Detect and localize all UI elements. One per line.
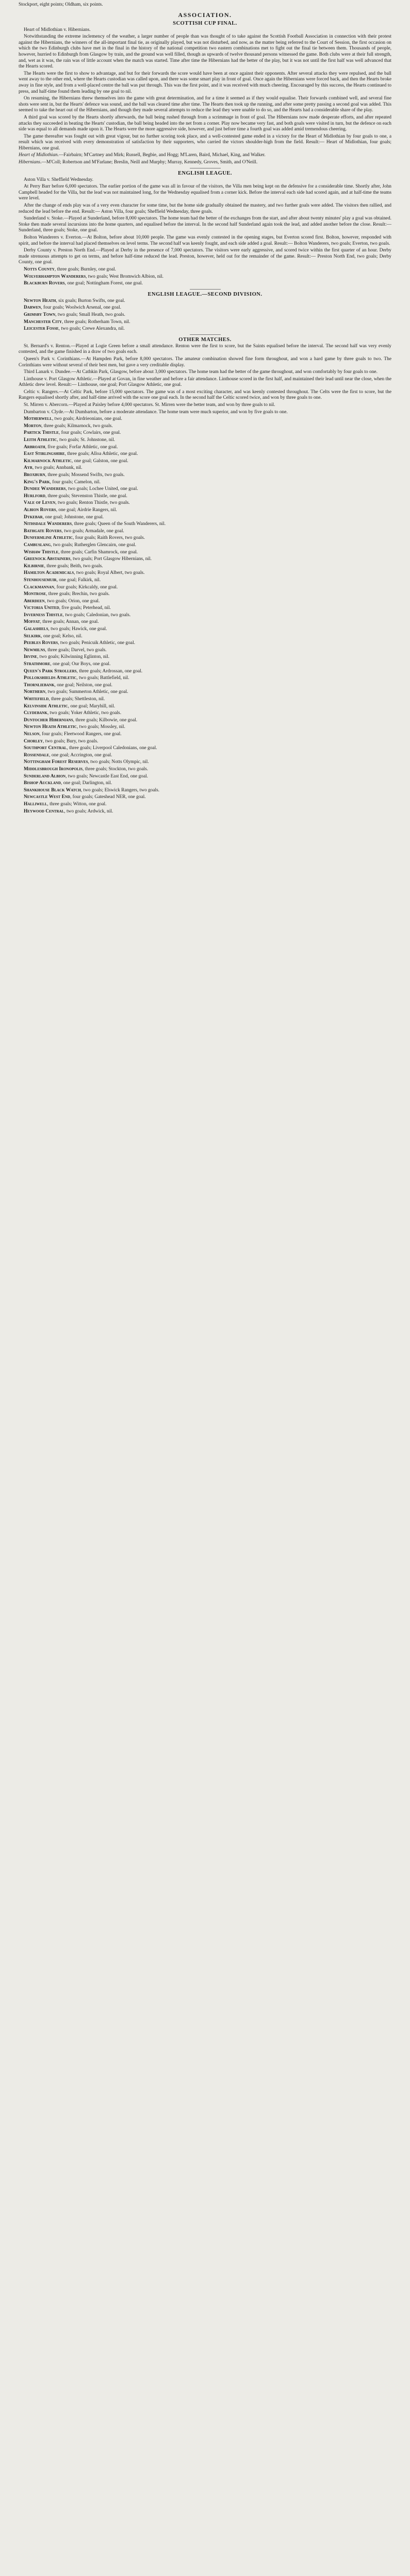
- result-text: two goals; Newcastle East End, one goal.: [68, 773, 148, 779]
- result-line: Galashiels, two goals; Hawick, one goal.: [24, 626, 107, 632]
- article-paragraph: Notwithstanding the extreme inclemency of the weather, a larger number of people than was thought of to take against the Scottish Football Association in connection with their protest against the Hibernians, the winners of the all-important final tie, as originally played, but was not disturbed, and now, as the matter being referred to the Court of Session, the first occasion on which the two Edinburgh clubs have met in the final in the history of the national competition two eastern combinations met to fight out the final tie between them. Thousands of people, however, hurried to Edinburgh from Glasgow by train, and the ground was well filled, though as upwards of twelve thousand persons witnessed the game. Both clubs were at their full strength, and, wet as it was, the rain was of little account when the match was started. Time after time the Hibernians had the better of the play, but it was not until the first half was well advanced that the Hearts scored.: [19, 34, 391, 70]
- result-text: two goals; Royal Albert, two goals.: [76, 570, 145, 576]
- result-team: Clydebank: [24, 710, 47, 716]
- result-team: Newmilns: [24, 647, 45, 653]
- result-text: two goals; Renton Thistle, two goals.: [57, 500, 130, 506]
- result-line: Ayr, two goals; Annbank, nil.: [24, 465, 83, 471]
- match-heading: [19, 177, 391, 183]
- result-line: Clackmannan, four goals; Kirkcaldy, one goal.: [24, 584, 118, 590]
- result-team: Heywood Central: [24, 808, 64, 814]
- result-text: one goal; Nottingham Forest, one goal.: [67, 281, 143, 286]
- result-team: Partick Thistle: [24, 430, 59, 436]
- result-line: Vale of Leven, two goals; Renton Thistle, two goals.: [24, 500, 130, 506]
- result-text: two goals; Rutherglen Glencairn, one goal.: [53, 542, 136, 548]
- result-text: two goals; Armadale, one goal.: [64, 528, 124, 534]
- result-text: two goals; Bury, two goals.: [45, 738, 99, 744]
- article-paragraph: A third goal was scored by the Hearts shortly afterwards, the ball being rushed through from a scrimmage in front of goal. The Hibernians now made desperate efforts, and after repeated attacks they succeeded in beating the Hearts' custodian, the ball being headed into the net from a corner. Play now became very fast, and both goals were visited in turn, but the defence on each side was equal to all demands made upon it. The Hearts were the more aggressive side, however, and just before time a fourth goal was added amid tremendous cheering.: [19, 114, 391, 132]
- result-line: Heywood Central, two goals; Ardwick, nil.: [24, 808, 113, 814]
- result-line: Kilmarnock Athletic, one goal; Galston, one goal.: [24, 458, 128, 464]
- result-line: Southport Central, three goals; Liverpool Caledonians, one goal.: [24, 745, 157, 751]
- result-line: Morton, three goals; Kilmarnock, two goals.: [24, 423, 113, 429]
- result-line: Rossendale, one goal; Accrington, one goal.: [24, 752, 112, 758]
- article-title: ENGLISH LEAGUE.—SECOND DIVISION.: [147, 291, 263, 297]
- result-team: Kilmarnock Athletic: [24, 458, 72, 464]
- result-text: two goals; Orion, one goal.: [47, 598, 100, 604]
- result-line: Newcastle West End, four goals; Gateshead NER, one goal.: [24, 794, 146, 800]
- article-paragraph: After the change of ends play was of a very even character for some time, but the home side gradually obtained the mastery, and two further goals were added. The visitors then rallied, and reduced the lead before the end. Result:— Aston Villa, four goals; Sheffield Wednesday, three goals.: [19, 203, 391, 214]
- result-team: Manchester City: [24, 319, 62, 325]
- result-line: Wishaw Thistle, three goals; Carfin Shamrock, one goal.: [24, 549, 138, 555]
- article-paragraph: Celtic v. Rangers.—At Celtic Park, before 15,000 spectators. The game was of a most exciting character, and was keenly contested throughout. The Celts were the first to score, but the Rangers equalised shortly after, and half-time arrived with the score one goal each. In the second half the Celtic scored twice, and won by three goals to one.: [19, 389, 391, 401]
- result-line: Sunderland Albion, two goals; Newcastle East End, one goal.: [24, 773, 148, 779]
- article-paragraph: Bolton Wanderers v. Everton.—At Bolton, before about 10,000 people. The game was evenly contested in the opening stages, but Everton scored first. Bolton, however, responded with spirit, and before the interval had placed themselves on level terms. The second half was keenly fought, and each side added a goal. Result:— Bolton Wanderers, two goals; Everton, two goals.: [19, 235, 391, 246]
- team-lineup: Heart of Midlothian.—Fairbairn; M'Cartney and Mirk; Russell, Begbie, and Hogg; M'Laren, Baird, Michael, King, and Walker.: [19, 152, 266, 158]
- result-team: Motherwell: [24, 416, 52, 422]
- result-team: Middlesbrough Ironopolis: [24, 766, 83, 772]
- result-line: Queen's Park Strollers, three goals; Ardrossan, one goal.: [24, 668, 143, 674]
- result-text: two goals; West Bromwich Albion, nil.: [88, 274, 163, 279]
- result-team: Halliwell: [24, 801, 47, 807]
- result-line: Hurlford, three goals; Stevenston Thistle, one goal.: [24, 493, 127, 499]
- result-line: Grimsby Town, two goals; Small Heath, two goals.: [24, 312, 125, 317]
- result-text: three goals; Brechin, two goals.: [48, 591, 110, 597]
- result-text: three goals; Mossend Swifts, two goals.: [47, 472, 125, 478]
- result-team: Northern: [24, 689, 45, 695]
- result-line: Cambuslang, two goals; Rutherglen Glencairn, one goal.: [24, 542, 136, 548]
- result-line: Nottingham Forest Reserves, two goals; Notts Olympic, nil.: [24, 759, 149, 765]
- result-line: Montrose, three goals; Brechin, two goals.: [24, 591, 110, 597]
- result-team: Vale of Leven: [24, 500, 56, 506]
- result-team: Cambuslang: [24, 542, 51, 548]
- result-line: Inverness Thistle, two goals; Caledonian, two goals.: [24, 612, 131, 618]
- result-line: Manchester City, three goals; Rotherham Town, nil.: [24, 319, 130, 325]
- team-players: Fairbairn; M'Cartney and Mirk; Russell, Begbie, and Hogg; M'Laren, Baird, Michael, King, and Walker.: [63, 152, 266, 158]
- result-team: Nottingham Forest Reserves: [24, 759, 88, 765]
- result-line: Arbroath, five goals; Forfar Athletic, one goal.: [24, 444, 118, 450]
- result-line: Peebles Rovers, two goals; Penicuik Athletic, one goal.: [24, 640, 135, 646]
- result-text: one goal; Our Boys, one goal.: [53, 662, 111, 667]
- result-line: King's Park, four goals; Camelon, nil.: [24, 479, 101, 485]
- result-text: one goal; Johnstone, one goal.: [45, 514, 104, 520]
- result-team: Shankhouse Black Watch: [24, 787, 81, 793]
- team-name: Hibernians: [19, 160, 41, 165]
- result-line: Dykebar, one goal; Johnstone, one goal.: [24, 514, 104, 520]
- result-line: Pollokshields Athletic, two goals; Battlefield, nil.: [24, 675, 129, 681]
- result-team: Montrose: [24, 591, 46, 597]
- result-team: Morton: [24, 423, 42, 429]
- result-line: Newton Heath, six goals; Burton Swifts, one goal.: [24, 298, 125, 303]
- result-line: Leith Athletic, two goals; St. Johnstone, nil.: [24, 437, 116, 443]
- result-team: Southport Central: [24, 745, 67, 751]
- result-line: Aberdeen, two goals; Orion, one goal.: [24, 598, 100, 604]
- result-team: Stenhousemuir: [24, 577, 57, 583]
- result-text: two goals; Small Heath, two goals.: [57, 312, 125, 317]
- result-line: Wolverhampton Wanderers, two goals; West Bromwich Albion, nil.: [24, 274, 163, 279]
- result-team: Leith Athletic: [24, 437, 57, 443]
- result-text: two goals; Lochee United, one goal.: [68, 486, 138, 492]
- result-team: Clackmannan: [24, 584, 54, 590]
- results-list: [19, 416, 391, 815]
- result-team: Thornliebank: [24, 682, 55, 688]
- match-heading: [19, 27, 391, 33]
- divider: [190, 334, 221, 335]
- team-name: Heart of Midlothian: [19, 152, 58, 158]
- result-text: three goals; Darvel, two goals.: [47, 647, 107, 653]
- result-line: Motherwell, two goals; Airdrieonians, one goal.: [24, 416, 122, 422]
- result-team: Dunfermline Athletic: [24, 535, 73, 541]
- result-line: Thornliebank, one goal; Neilston, one goal.: [24, 682, 113, 688]
- result-line: Blackburn Rovers, one goal; Nottingham Forest, one goal.: [24, 281, 143, 286]
- result-text: two goals; Crewe Alexandra, nil.: [61, 326, 125, 332]
- result-text: one goal; Darlington, nil.: [63, 781, 112, 786]
- result-team: Ayr: [24, 465, 32, 471]
- article-paragraph: Sunderland v. Stoke.—Played at Sunderland, before 8,000 spectators. The home team had the better of the exchanges from the start, and after about twenty minutes' play a goal was obtained. Stoke then made several incursions into the home quarters, and equalised before the interval. In the second half Sunderland again took the lead, and added another before the close. Result:— Sunderland, three goals; Stoke, one goal.: [19, 216, 391, 233]
- result-text: three goals; Rotherham Town, nil.: [64, 319, 130, 325]
- result-text: two goals; Penicuik Athletic, one goal.: [60, 640, 135, 646]
- result-line: Clydebank, two goals; Yoker Athletic, two goals.: [24, 710, 122, 716]
- result-text: four goals; Fleetwood Rangers, one goal.: [42, 731, 122, 737]
- result-team: Wolverhampton Wanderers: [24, 274, 86, 279]
- article-title: OTHER MATCHES.: [178, 336, 232, 343]
- result-team: King's Park: [24, 479, 50, 485]
- result-line: Darwen, four goals; Woolwich Arsenal, one goal.: [24, 305, 121, 311]
- article-paragraph: St. Bernard's v. Renton.—Played at Logie Green before a small attendance. Renton were the first to score, but the Saints equalised before the interval. The second half was very evenly contested, and the game finished in a draw of two goals each.: [19, 343, 391, 355]
- article-title: ENGLISH LEAGUE.: [178, 170, 232, 176]
- result-text: one goal; Galston, one goal.: [74, 458, 128, 464]
- result-line: Broxburn, three goals; Mossend Swifts, two goals.: [24, 472, 125, 478]
- result-line: Albion Rovers, one goal; Airdrie Rangers, nil.: [24, 507, 117, 513]
- result-text: three goals; Ardrossan, one goal.: [79, 668, 143, 674]
- result-team: Bathgate Rovers: [24, 528, 62, 534]
- article-paragraph: Dumbarton v. Clyde.—At Dumbarton, before a moderate attendance. The home team were much superior, and won by five goals to one.: [24, 409, 288, 415]
- result-line: East Stirlingshire, three goals; Alloa Athletic, one goal.: [24, 451, 138, 457]
- result-line: Duntocher Hibernians, three goals; Kilbowie, one goal.: [24, 717, 138, 723]
- result-team: Wishaw Thistle: [24, 549, 59, 555]
- result-text: three goals; Beith, two goals.: [46, 563, 103, 569]
- result-text: three goals; Kilbowie, one goal.: [75, 717, 138, 723]
- result-team: Irvine: [24, 654, 37, 660]
- article-paragraph: Linthouse v. Port Glasgow Athletic.—Played at Govan, in fine weather and before a fair attendance. Linthouse scored in the first half, and maintained their lead until near the close, when the Athletic drew level. Result:— Linthouse, one goal; Port Glasgow Athletic, one goal.: [19, 376, 391, 388]
- result-line: Bishop Auckland, one goal; Darlington, nil.: [24, 781, 112, 786]
- result-line: Greenock Abstainers, two goals; Port Glasgow Hibernians, nil.: [24, 556, 152, 562]
- result-line: Dunfermline Athletic, four goals; Raith Rovers, two goals.: [24, 535, 145, 541]
- result-team: Grimsby Town: [24, 312, 56, 317]
- article-paragraph: On resuming, the Hibernians threw themselves into the game with great determination, and for a time it seemed as if they would equalise. Their forwards combined well, and several fine shots were sent in, but the Hearts' defence was sound, and the ball was cleared time after time. The Hearts then took up the running, and after some pretty passing a second goal was added. This seemed to take the heart out of the Hibernians, and though they made several attempts to reduce the lead they were unable to do so, and the Hearts had a considerable share of the play.: [19, 96, 391, 113]
- divider: [190, 289, 221, 290]
- result-line: Shankhouse Black Watch, two goals; Elswick Rangers, two goals.: [24, 787, 160, 793]
- result-team: Pollokshields Athletic: [24, 675, 77, 681]
- results-list: [19, 298, 391, 332]
- team-lineup: Hibernians.—M'Coll; Robertson and M'Farlane; Breslin, Neill and Murphy; Murray, Kennedy, Groves, Smith, and O'Neill.: [19, 160, 258, 165]
- result-line: Leicester Fosse, two goals; Crewe Alexandra, nil.: [24, 326, 125, 332]
- result-text: four goals; Kirkcaldy, one goal.: [56, 584, 118, 590]
- results-list: [19, 267, 391, 287]
- result-line: Halliwell, three goals; Witton, one goal.: [24, 801, 107, 807]
- scottish-cup-section: [19, 11, 391, 166]
- result-team: Kelvinside Athletic: [24, 703, 68, 709]
- result-text: one goal; Accrington, one goal.: [51, 752, 112, 758]
- result-team: Victoria United: [24, 605, 59, 611]
- result-team: Newton Heath: [24, 298, 56, 303]
- article-body: [19, 344, 391, 416]
- result-team: Greenock Abstainers: [24, 556, 71, 562]
- result-text: three goals; Alloa Athletic, one goal.: [67, 451, 138, 457]
- result-text: one goal; Maryhill, nil.: [70, 703, 116, 709]
- result-text: three goals; Carfin Shamrock, one goal.: [60, 549, 138, 555]
- result-text: two goals; Caledonian, two goals.: [65, 612, 131, 618]
- result-line: Dundee Wanderers, two goals; Lochee United, one goal.: [24, 486, 138, 492]
- result-text: one goal; Neilston, one goal.: [57, 682, 113, 688]
- result-line: Bathgate Rovers, two goals; Armadale, one goal.: [24, 528, 124, 534]
- result-line: Chorley, two goals; Bury, two goals.: [24, 738, 99, 744]
- result-team: Nithsdale Wanderers: [24, 521, 72, 527]
- result-text: four goals; Camelon, nil.: [52, 479, 101, 485]
- result-line: Whitefield, three goals; Shettleston, nil.: [24, 697, 105, 702]
- result-line: Northern, two goals; Summerton Athletic, one goal.: [24, 689, 128, 695]
- article-paragraph: Queen's Park v. Corinthians.—At Hampden Park, before 8,000 spectators. The amateur combination showed fine form throughout, and won a hard game by three goals to two. The Corinthians were without several of their best men, but gave a very creditable display.: [19, 356, 391, 368]
- result-line: Kilbirnie, three goals; Beith, two goals.: [24, 563, 103, 569]
- result-team: Inverness Thistle: [24, 612, 63, 618]
- team-players: M'Coll; Robertson and M'Farlane; Breslin, Neill and Murphy; Murray, Kennedy, Groves, Smith, and O'Neill.: [46, 160, 258, 165]
- result-team: Rossendale: [24, 752, 50, 758]
- result-text: one goal; Falkirk, nil.: [59, 577, 101, 583]
- result-line: Notts County, three goals; Burnley, one goal.: [24, 266, 116, 272]
- result-text: four goals; Woolwich Arsenal, one goal.: [43, 305, 121, 311]
- result-team: Arbroath: [24, 444, 45, 450]
- result-text: three goals; Shettleston, nil.: [51, 697, 105, 702]
- result-text: two goals; Yoker Athletic, two goals.: [50, 710, 122, 716]
- result-line: Selkirk, one goal; Kelso, nil.: [24, 633, 83, 639]
- result-text: two goals; Port Glasgow Hibernians, nil.: [73, 556, 152, 562]
- result-text: four goals; Cowlairs, one goal.: [61, 430, 121, 436]
- result-line: Stenhousemuir, one goal; Falkirk, nil.: [24, 577, 101, 583]
- result-team: Darwen: [24, 305, 41, 311]
- result-team: Selkirk: [24, 633, 41, 639]
- result-team: Newton Heath Athletic: [24, 724, 77, 730]
- result-text: two goals; Mossley, nil.: [79, 724, 125, 730]
- result-team: Nelson: [24, 731, 40, 737]
- result-line: Hamilton Academicals, two goals; Royal Albert, two goals.: [24, 570, 145, 576]
- article-paragraph: At Perry Barr before 6,000 spectators. The earlier portion of the game was all in favour of the visitors, the Villa men being kept on the defensive for a considerable time. Shortly after, John Campbell headed for the Villa, but the lead was not maintained long, for the Wednesday equalised from a corner kick. Before the interval each side had scored again, and at half-time the teams were level.: [19, 184, 391, 201]
- result-team: Blackburn Rovers: [24, 281, 65, 286]
- result-text: three goals; Witton, one goal.: [50, 801, 107, 807]
- result-text: two goals; Elswick Rangers, two goals.: [83, 787, 160, 793]
- result-line: Middlesbrough Ironopolis, three goals; Stockton, two goals.: [24, 766, 149, 772]
- section-title: ASSOCIATION.: [178, 11, 232, 19]
- result-team: Sunderland Albion: [24, 773, 66, 779]
- result-team: East Stirlingshire: [24, 451, 65, 457]
- result-line: Nelson, four goals; Fleetwood Rangers, one goal.: [24, 731, 122, 737]
- result-text: two goals; Kilwinning Eglinton, nil.: [39, 654, 110, 660]
- result-text: two goals; St. Johnstone, nil.: [59, 437, 116, 443]
- result-team: Galashiels: [24, 626, 48, 632]
- result-team: Whitefield: [24, 697, 49, 702]
- result-text: two goals; Notts Olympic, nil.: [90, 759, 149, 765]
- result-line: Kelvinside Athletic, one goal; Maryhill, nil.: [24, 703, 116, 709]
- result-text: three goals; Annan, one goal.: [42, 619, 99, 625]
- result-team: Duntocher Hibernians: [24, 717, 73, 723]
- result-text: two goals; Summerton Athletic, one goal.: [47, 689, 128, 695]
- result-team: Queen's Park Strollers: [24, 668, 77, 674]
- result-text: two goals; Battlefield, nil.: [78, 675, 129, 681]
- result-text: two goals; Ardwick, nil.: [66, 808, 113, 814]
- result-text: three goals; Stockton, two goals.: [85, 766, 149, 772]
- result-line: Victoria United, five goals; Peterhead, nil.: [24, 605, 111, 611]
- second-division-section: [19, 292, 391, 332]
- result-text: three goals; Burnley, one goal.: [57, 266, 116, 272]
- result-team: Hamilton Academicals: [24, 570, 74, 576]
- result-text: four goals; Gateshead NER, one goal.: [72, 794, 146, 800]
- result-team: Broxburn: [24, 472, 45, 478]
- result-text: one goal; Airdrie Rangers, nil.: [58, 507, 117, 513]
- result-text: two goals; Airdrieonians, one goal.: [54, 416, 122, 422]
- english-league-section: [19, 171, 391, 287]
- result-text: four goals; Raith Rovers, two goals.: [75, 535, 145, 541]
- article-paragraph: Derby County v. Preston North End.—Played at Derby in the presence of 7,000 spectators. The visitors were early aggressive, and scored twice within the first quarter of an hour. Derby made strenuous attempts to get on terms, and before half-time reduced the lead. Preston, however, held out for the remainder of the game. Result:— Preston North End, two goals; Derby County, one goal.: [19, 248, 391, 265]
- result-team: Aberdeen: [24, 598, 45, 604]
- result-line: Strathmore, one goal; Our Boys, one goal.: [24, 662, 111, 667]
- result-line: Newton Heath Athletic, two goals; Mossley, nil.: [24, 724, 125, 730]
- result-line: Moffat, three goals; Annan, one goal.: [24, 619, 99, 625]
- result-team: Peebles Rovers: [24, 640, 58, 646]
- other-matches-section: [19, 337, 391, 815]
- article-paragraph: The Hearts were the first to show to advantage, and but for their forwards the score would have been at once against their opponents. After several attacks they were repulsed, and the ball went away to the other end, where the Hearts custodian was called upon, and there was some smart play in front of goal. Once again the Hibernians were forced back, and then the Hearts broke away in fine style, and from a well-placed centre the ball was put through. This was the first point, and it was received with much cheering. Encouraged by this success, the Hearts continued to press, and half-time found them leading by one goal to nil.: [19, 71, 391, 94]
- result-line: Nithsdale Wanderers, three goals; Queen of the South Wanderers, nil.: [24, 521, 166, 527]
- article-paragraph: Third Lanark v. Dundee.—At Cathkin Park, Glasgow, before about 3,000 spectators. The home team had the better of the game throughout, and won comfortably by four goals to one.: [24, 369, 378, 375]
- match-heading-text: Heart of Midlothian v. Hibernians.: [24, 27, 91, 32]
- result-team: Newcastle West End: [24, 794, 70, 800]
- result-team: Chorley: [24, 738, 43, 744]
- match-heading-text: Aston Villa v. Sheffield Wednesday.: [24, 177, 93, 182]
- result-team: Strathmore: [24, 662, 51, 667]
- result-team: Kilbirnie: [24, 563, 44, 569]
- result-team: Bishop Auckland: [24, 781, 61, 786]
- result-text: three goals; Stevenston Thistle, one goal.: [47, 493, 127, 499]
- result-team: Leicester Fosse: [24, 326, 59, 332]
- result-line: Irvine, two goals; Kilwinning Eglinton, nil.: [24, 654, 110, 660]
- lead-line: Stockport, eight points; Oldham, six points.: [19, 2, 103, 7]
- result-team: Albion Rovers: [24, 507, 56, 513]
- result-line: Newmilns, three goals; Darvel, two goals.: [24, 647, 107, 653]
- result-line: Partick Thistle, four goals; Cowlairs, one goal.: [24, 430, 121, 436]
- article-paragraph: The game thereafter was fought out with great vigour, but no further scoring took place, and a well-contested game ended in a victory for the Heart of Midlothian by four goals to one, a result which was received with every demonstration of satisfaction by their supporters, who carried the victors shoulder-high from the field. Result:— Heart of Midlothian, four goals; Hibernians, one goal.: [19, 133, 391, 151]
- article-paragraph: St. Mirren v. Abercorn.—Played at Paisley before 4,000 spectators. St. Mirren were the better team, and won by three goals to nil.: [24, 402, 275, 408]
- result-text: three goals; Kilmarnock, two goals.: [43, 423, 113, 429]
- result-team: Dundee Wanderers: [24, 486, 66, 492]
- newspaper-page: [0, 0, 410, 828]
- result-text: three goals; Queen of the South Wanderers, nil.: [74, 521, 166, 527]
- result-text: two goals; Annbank, nil.: [35, 465, 83, 471]
- result-team: Hurlford: [24, 493, 45, 499]
- article-title: SCOTTISH CUP FINAL.: [173, 20, 237, 26]
- result-text: two goals; Hawick, one goal.: [51, 626, 107, 632]
- result-text: six goals; Burton Swifts, one goal.: [58, 298, 125, 303]
- result-team: Notts County: [24, 266, 55, 272]
- result-text: one goal; Kelso, nil.: [43, 633, 83, 639]
- result-text: five goals; Forfar Athletic, one goal.: [47, 444, 118, 450]
- result-text: three goals; Liverpool Caledonians, one goal.: [69, 745, 157, 751]
- result-team: Moffat: [24, 619, 40, 625]
- result-team: Dykebar: [24, 514, 43, 520]
- result-text: five goals; Peterhead, nil.: [61, 605, 111, 611]
